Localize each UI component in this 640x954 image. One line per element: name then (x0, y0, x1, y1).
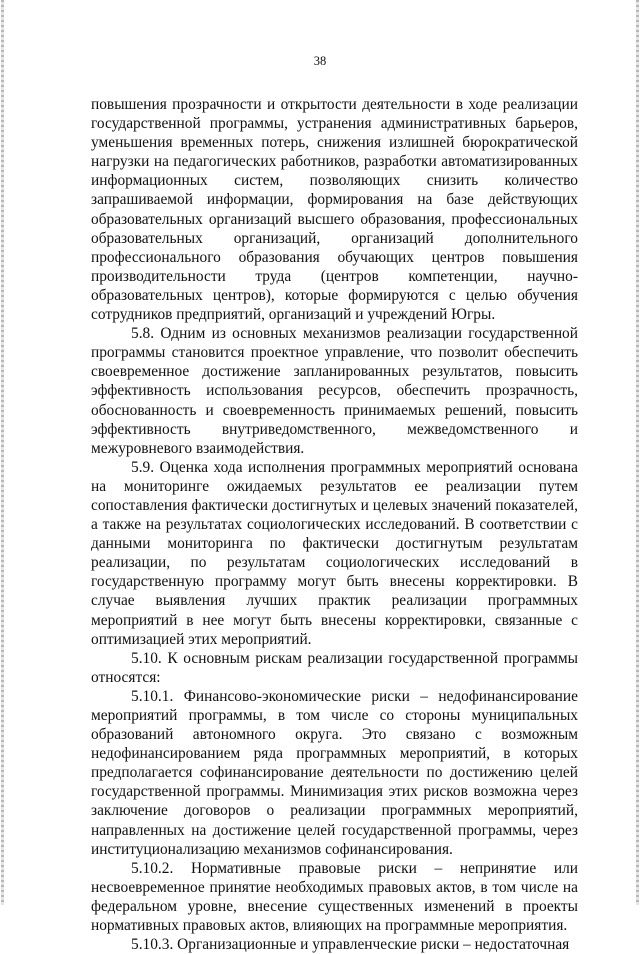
document-body (91, 95, 578, 954)
paragraph-5-10-1: 5.10.1. Финансово-экономические риски – недофинансирование мероприятий программы, в том числе со стороны муниципальных образований автономного округа. Это связано с возможным недофинансированием ряда программных мероприятий, в которых предполагается софинансирование деятельности по достижению целей государственной программы. Минимизация этих рисков возможна через заключение договоров о реализации программных мероприятий, направленных на достижение целей государственной программы, через институционализацию механизмов софинансирования. (91, 687, 578, 858)
paragraph-5-8: 5.8. Одним из основных механизмов реализации государственной программы становится проектное управление, что позволит обеспечить своевременное достижение запланированных результатов, повысить эффективность использования ресурсов, обеспечить прозрачность, обоснованность и своевременность принимаемых решений, повысить эффективность внутриведомственного, межведомственного и межуровневого взаимодействия. (91, 325, 578, 457)
paragraph-5-10: 5.10. К основным рискам реализации государственной программы относятся: (91, 649, 578, 686)
paragraph-5-10-2: 5.10.2. Нормативные правовые риски – непринятие или несвоевременное принятие необходимых правовых актов, в том числе на федеральном уровне, внесение существенных изменений в проекты нормативных правовых актов, влияющих на программные мероприятия. (91, 859, 578, 935)
paragraph-5-9: 5.9. Оценка хода исполнения программных мероприятий основана на мониторинге ожидаемых результатов ее реализации путем сопоставления фактически достигнутых и целевых значений показателей, а также на результатах социологических исследований. В соответствии с данными мониторинга по фактически достигнутым результатам реализации, по результатам социологических исследований в государственную программу могут быть внесены корректировки. В случае выявления лучших практик реализации программных мероприятий в нее могут быть внесены корректировки, связанные с оптимизацией этих мероприятий. (91, 458, 578, 648)
scan-left-edge (1, 0, 4, 905)
paragraph-continuation: повышения прозрачности и открытости деятельности в ходе реализации государственной программы, устранения административных барьеров, уменьшения временных потерь, снижения излишней бюрократической нагрузки на педагогических работников, разработки автоматизированных информационных систем, позволяющих снизить количество запрашиваемой информации, формирования на базе действующих образовательных организаций высшего образования, профессиональных образовательных организаций, организаций дополнительного профессионального образования обучающих центров повышения производительности труда (центров компетенции, научно-образовательных центров), которые формируются с целью обучения сотрудников предприятий, организаций и учреждений Югры. (91, 96, 578, 324)
scan-right-edge (636, 0, 639, 905)
paragraph-5-10-3: 5.10.3. Организационные и управленческие риски – недостаточная (131, 936, 570, 954)
page-number: 38 (313, 54, 327, 68)
